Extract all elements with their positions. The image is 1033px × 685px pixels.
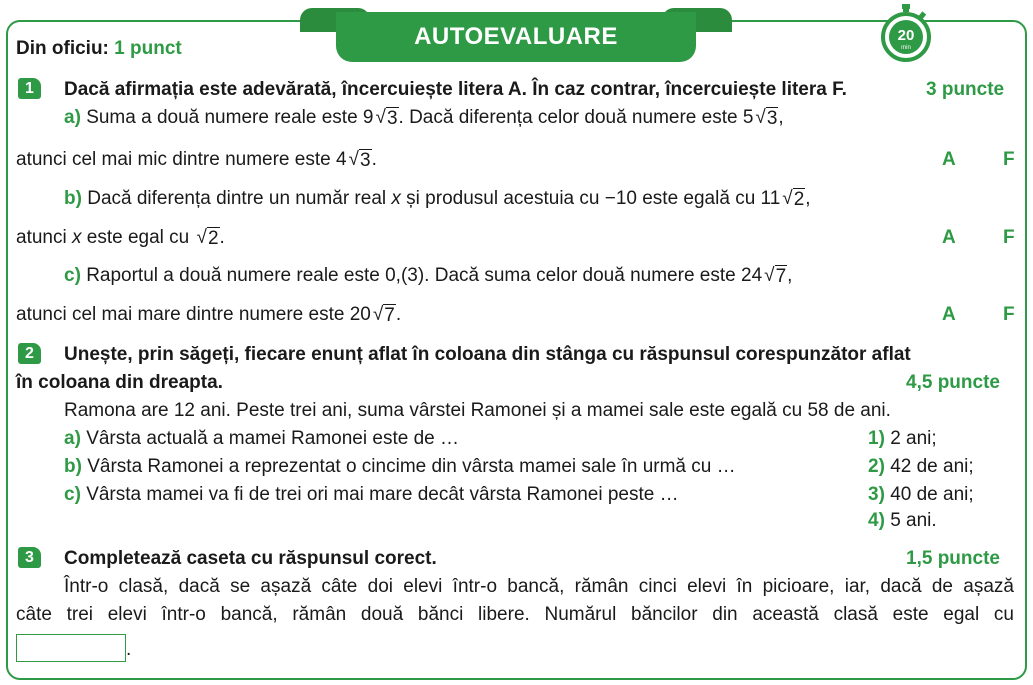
item-1a-line1: a) Suma a două numere reale este 9 √ 3 . Dacă diferența celor două numere este 5 √ 3 , [64,107,784,129]
math-20sqrt7: 20 √ 7 [349,304,395,326]
item-1c-label: c) [64,265,81,286]
item-1b-line2: atunci x este egal cu √ 2 . [16,227,225,249]
item-1b-line1: b) Dacă diferența dintre un număr real x și produsul acestuia cu −10 este egală cu 11 √ 2 , [64,188,811,210]
answer-box-period: . [126,639,132,660]
exercise-1-statement: Dacă afirmația este adevărată, încercuiește litera A. În caz contrar, încercuiește litera F. [64,79,847,100]
timer-icon [880,2,932,62]
oficiu-line [16,37,182,61]
math-9sqrt3: 9 √ 3 [362,107,398,129]
item-1b-label: b) [64,188,82,209]
exercise-3-number: 3 [18,547,41,568]
item-1c-option-a[interactable]: A [942,304,956,325]
math-4sqrt3: 4 √ 3 [335,149,371,171]
item-1b-option-a[interactable]: A [942,227,956,248]
item-1a-label: a) [64,107,81,128]
timer-unit: min [901,45,911,51]
exercise-2-statement-line2: în coloana din dreapta. [16,372,223,393]
exercise-2-context: Ramona are 12 ani. Peste trei ani, suma vârstei Ramonei și a mamei sale este egală cu 58 de ani. [64,400,891,421]
exercise-2-statement-line1: Unește, prin săgeți, fiecare enunț aflat în coloana din stânga cu răspunsul corespunzător aflat [64,344,911,365]
math-sqrt2: √ 2 [196,227,219,249]
exercise-2-points: 4,5 puncte [906,372,1000,393]
exercise-3-points: 1,5 puncte [906,548,1000,569]
right-item-2[interactable]: 2) 42 de ani; [868,456,974,477]
right-item-1[interactable]: 1) 2 ani; [868,428,937,449]
exercise-3-text-line1: Într-o clasă, dacă se așază câte doi elevi într-o bancă, rămân cinci elevi în picioare, iar, dacă de așază [64,576,1014,597]
oficiu-label: Din oficiu: [16,38,109,59]
item-1b-option-f[interactable]: F [1003,227,1015,248]
item-1c-line1: c) Raportul a două numere reale este 0,(3). Dacă suma celor două numere este 24 √ 7 , [64,265,793,287]
answer-box[interactable] [16,634,126,662]
item-1a-line2: atunci cel mai mic dintre numere este 4 √ 3 . [16,149,377,171]
timer-value: 20 [897,27,915,44]
math-24sqrt7: 24 √ 7 [741,265,787,287]
left-item-c[interactable]: c) Vârsta mamei va fi de trei ori mai mare decât vârsta Ramonei peste … [64,484,679,505]
item-1a-option-a[interactable]: A [942,149,956,170]
item-1c-line2: atunci cel mai mare dintre numere este 20 √ 7 . [16,304,402,326]
exercise-1-points: 3 puncte [926,79,1005,100]
exercise-2-number: 2 [18,343,41,364]
exercise-3-text-line2: câte trei elevi într-o bancă, rămân două bănci libere. Numărul băncilor din această clasă este egal cu [16,604,1014,625]
right-item-3[interactable]: 3) 40 de ani; [868,484,974,505]
left-item-a[interactable]: a) Vârsta actuală a mamei Ramonei este de … [64,428,459,449]
math-11sqrt2: 11 √ 2 [760,188,805,210]
item-1c-option-f[interactable]: F [1003,304,1015,325]
oficiu-points: 1 punct [114,38,182,59]
math-5sqrt3: 5 √ 3 [742,107,778,129]
exercise-3-statement: Completează caseta cu răspunsul corect. [64,548,437,569]
page-title: AUTOEVALUARE [336,12,696,62]
left-item-b[interactable]: b) Vârsta Ramonei a reprezentat o cincime din vârsta mamei sale în urmă cu … [64,456,736,477]
exercise-1-number: 1 [18,78,41,99]
item-1a-option-f[interactable]: F [1003,149,1015,170]
right-item-4[interactable]: 4) 5 ani. [868,510,937,531]
